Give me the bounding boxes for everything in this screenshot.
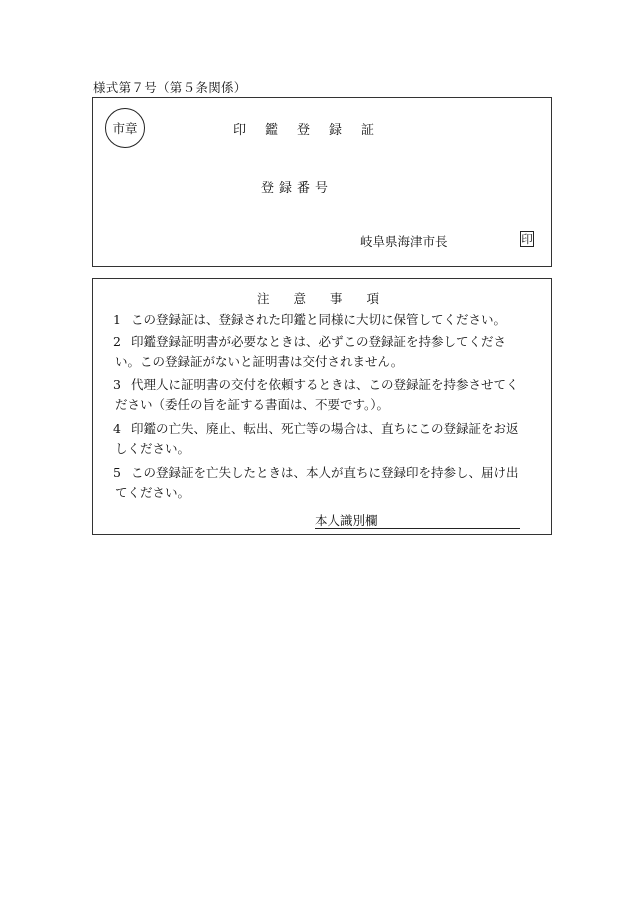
- notes-heading: 注意事項: [257, 291, 404, 306]
- note-item-2: [113, 332, 533, 372]
- note-number: 2: [113, 334, 121, 349]
- registration-number-label: 登録番号: [261, 181, 334, 196]
- seal-registration-card: [92, 97, 552, 267]
- note-text-continued: い。この登録証がないと証明書は交付されません。: [115, 354, 404, 369]
- note-text: 代理人に証明書の交付を依頼するときは、この登録証を持参させてく: [131, 377, 519, 392]
- note-text: 印鑑の亡失、廃止、転出、死亡等の場合は、直ちにこの登録証をお返: [131, 421, 519, 436]
- card-title: 印鑑登録証: [233, 123, 394, 138]
- note-text-continued: てください。: [115, 485, 191, 500]
- note-number: 1: [113, 312, 121, 327]
- identity-field-label: 本人識別欄: [315, 513, 378, 528]
- note-text: この登録証を亡失したときは、本人が直ちに登録印を持参し、届け出: [131, 465, 519, 480]
- note-item-4: [113, 419, 533, 459]
- form-number-label: 様式第７号（第５条関係）: [93, 80, 247, 95]
- identity-field[interactable]: [315, 513, 520, 529]
- notes-panel: [92, 278, 552, 535]
- note-text: この登録証は、登録された印鑑と同様に大切に保管してください。: [131, 312, 507, 327]
- issuer-name: 岐阜県海津市長: [360, 234, 448, 249]
- issuer-stamp: 印: [521, 232, 533, 246]
- note-item-5: [113, 463, 533, 503]
- note-item-1: [113, 310, 533, 330]
- note-number: 4: [113, 421, 121, 436]
- note-text-continued: しください。: [115, 441, 191, 456]
- city-emblem-seal: 市章: [105, 108, 145, 148]
- note-number: 3: [113, 377, 121, 392]
- note-text-continued: ださい（委任の旨を証する書面は、不要です。）。: [115, 397, 390, 412]
- note-number: 5: [113, 465, 121, 480]
- note-text: 印鑑登録証明書が必要なときは、必ずこの登録証を持参してくださ: [131, 334, 507, 349]
- note-item-3: [113, 375, 533, 415]
